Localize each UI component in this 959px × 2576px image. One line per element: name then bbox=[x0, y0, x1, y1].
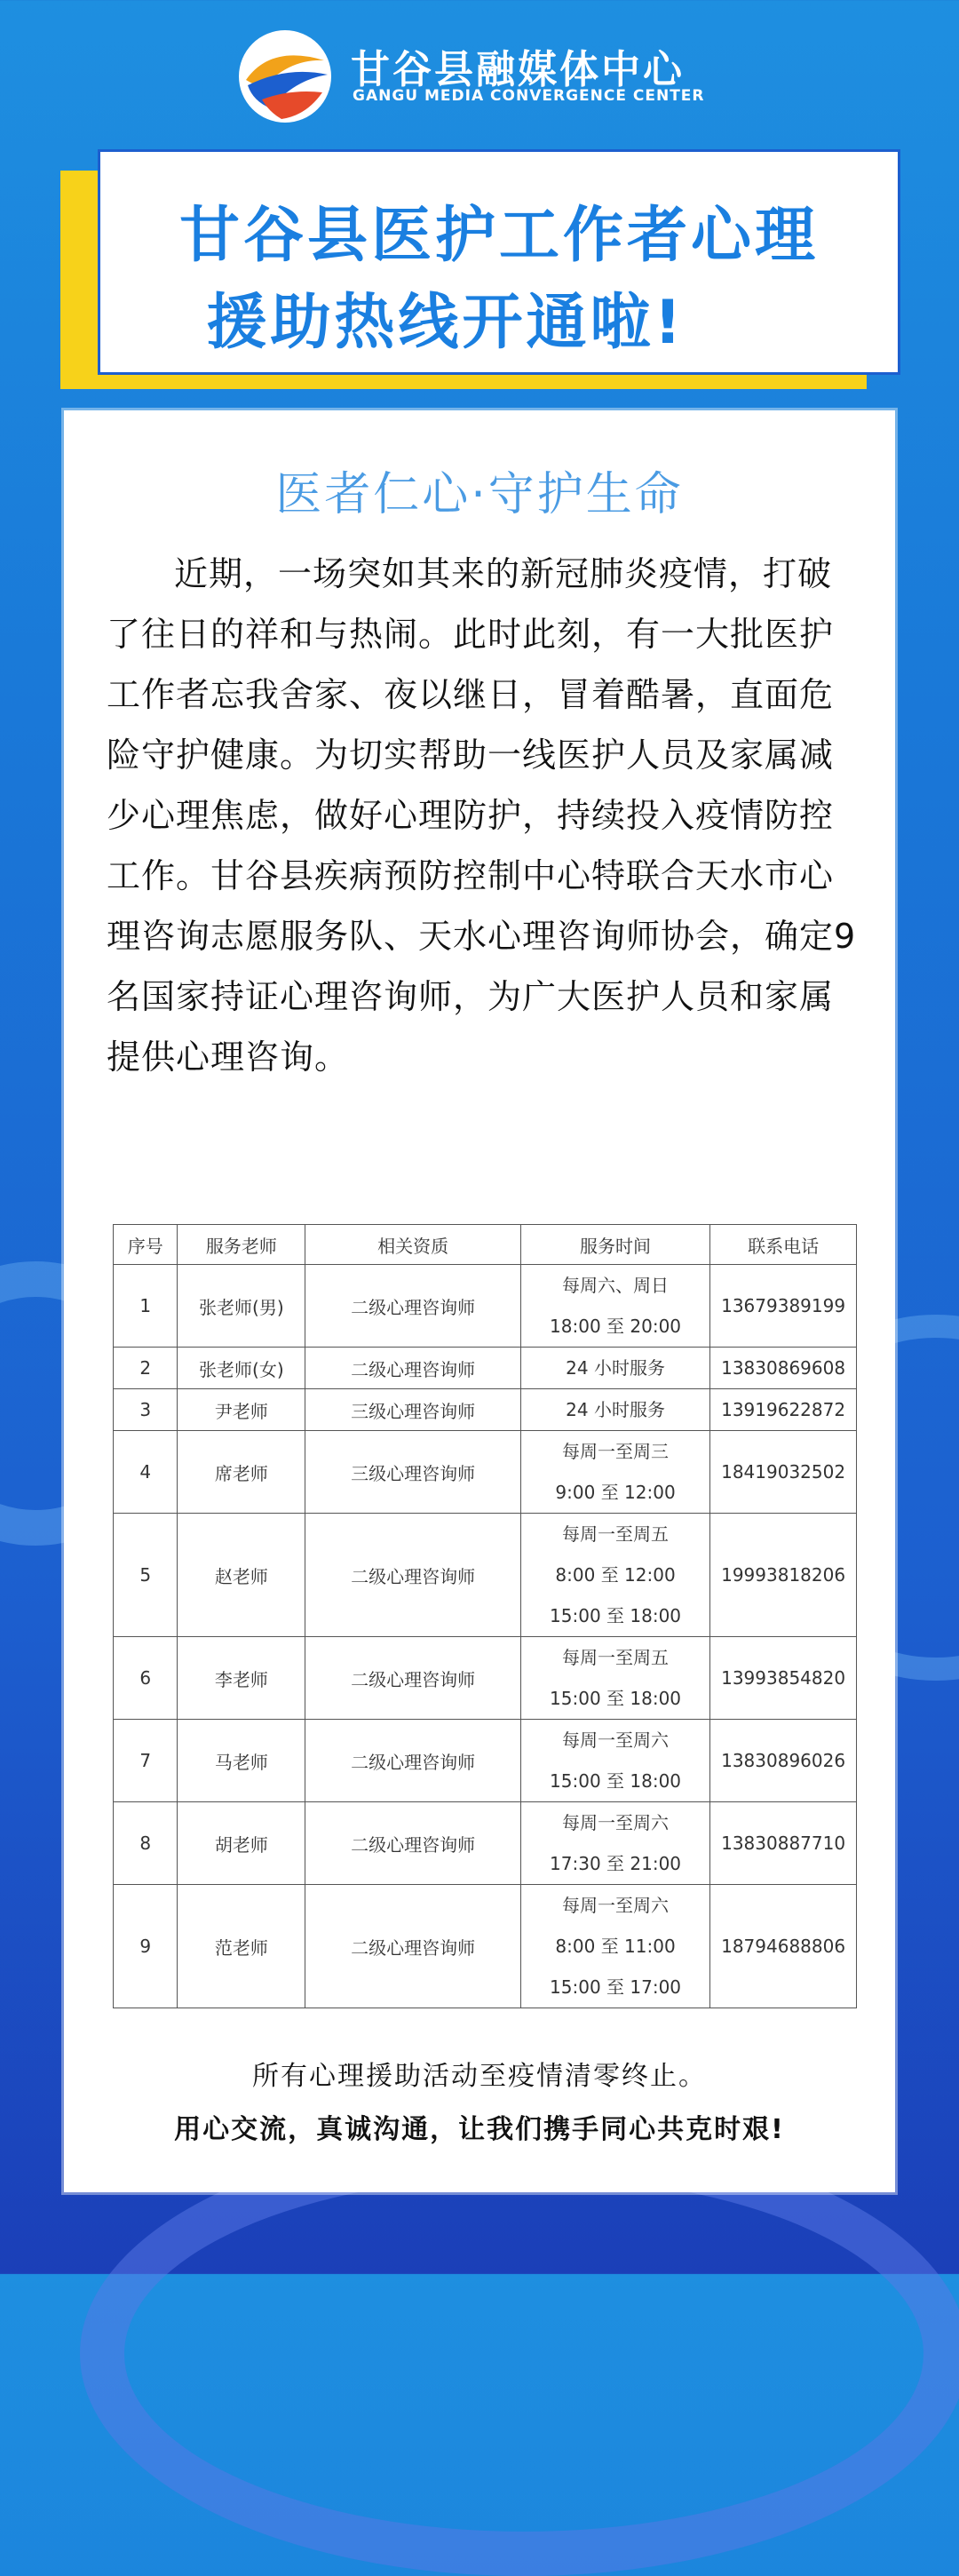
header-no: 序号 bbox=[114, 1225, 178, 1265]
headline-line-2: 援助热线开通啦! bbox=[206, 288, 686, 358]
cell-teacher: 范老师 bbox=[178, 1885, 305, 2008]
cell-no: 9 bbox=[114, 1885, 178, 2008]
cell-teacher: 尹老师 bbox=[178, 1389, 305, 1431]
table-row bbox=[114, 1514, 857, 1637]
cell-phone: 13919622872 bbox=[710, 1389, 857, 1431]
cell-phone: 13993854820 bbox=[710, 1637, 857, 1720]
cell-teacher: 张老师(女) bbox=[178, 1348, 305, 1389]
table-row bbox=[114, 1348, 857, 1389]
cell-teacher: 席老师 bbox=[178, 1431, 305, 1514]
cell-no: 6 bbox=[114, 1637, 178, 1720]
service-time-line: 每周一至周六 bbox=[562, 1812, 670, 1833]
headline-line-1: 甘谷县医护工作者心理 bbox=[178, 201, 819, 271]
service-time-line: 24 小时服务 bbox=[566, 1399, 665, 1420]
service-time-line: 每周一至周六 bbox=[562, 1729, 670, 1751]
service-time-line: 17:30 至 21:00 bbox=[550, 1853, 682, 1874]
cell-service-time bbox=[520, 1389, 709, 1431]
cell-qualification: 二级心理咨询师 bbox=[305, 1348, 521, 1389]
cell-service-time bbox=[520, 1265, 709, 1348]
counselor-table bbox=[113, 1224, 857, 2008]
cell-qualification: 三级心理咨询师 bbox=[305, 1431, 521, 1514]
cell-qualification: 三级心理咨询师 bbox=[305, 1389, 521, 1431]
service-time-line: 每周一至周五 bbox=[562, 1523, 670, 1545]
cell-phone: 13830896026 bbox=[710, 1720, 857, 1802]
service-time-line: 8:00 至 12:00 bbox=[555, 1564, 676, 1586]
cell-phone: 19993818206 bbox=[710, 1514, 857, 1637]
cell-qualification: 二级心理咨询师 bbox=[305, 1265, 521, 1348]
title-box bbox=[98, 149, 900, 375]
intro-paragraph: 近期，一场突如其来的新冠肺炎疫情，打破了往日的祥和与热闹。此时此刻，有一大批医护工作者忘我舍家、夜以继日，冒着酷暑，直面危险守护健康。为切实帮助一线医护人员及家属减少心理焦虑，做好心理防护，持续投入疫情防控工作。甘谷县疾病预防控制中心特联合天水市心理咨询志愿服务队、天水心理咨询师协会，确定9名国家持证心理咨询师，为广大医护人员和家属提供心理咨询。 bbox=[107, 554, 857, 1077]
logo-name-en: GANGU MEDIA CONVERGENCE CENTER bbox=[353, 87, 705, 105]
service-time-line: 18:00 至 20:00 bbox=[550, 1316, 682, 1337]
cell-qualification: 二级心理咨询师 bbox=[305, 1514, 521, 1637]
cell-service-time bbox=[520, 1514, 709, 1637]
service-time-line: 每周六、周日 bbox=[562, 1275, 670, 1296]
cell-phone: 13830869608 bbox=[710, 1348, 857, 1389]
section-subtitle: 医者仁心·守护生命 bbox=[275, 468, 684, 521]
media-center-logo bbox=[235, 27, 733, 124]
cell-service-time bbox=[520, 1431, 709, 1514]
table-body bbox=[114, 1265, 857, 2008]
service-time-line: 每周一至周六 bbox=[562, 1895, 670, 1916]
service-time-line: 15:00 至 18:00 bbox=[550, 1605, 682, 1626]
cell-service-time bbox=[520, 1885, 709, 2008]
table-row bbox=[114, 1265, 857, 1348]
table-row bbox=[114, 1885, 857, 2008]
decor-ring-bottom bbox=[80, 2132, 959, 2576]
service-time-line: 9:00 至 12:00 bbox=[555, 1482, 676, 1503]
cell-phone: 13679389199 bbox=[710, 1265, 857, 1348]
cell-no: 4 bbox=[114, 1431, 178, 1514]
service-time-line: 15:00 至 18:00 bbox=[550, 1688, 682, 1709]
table-row bbox=[114, 1802, 857, 1885]
cell-qualification: 二级心理咨询师 bbox=[305, 1720, 521, 1802]
cell-phone: 13830887710 bbox=[710, 1802, 857, 1885]
service-time-line: 每周一至周三 bbox=[562, 1441, 670, 1462]
content-card bbox=[64, 410, 895, 2192]
cell-no: 5 bbox=[114, 1514, 178, 1637]
footer-slogan: 用心交流，真诚沟通，让我们携手同心共克时艰! bbox=[174, 2114, 785, 2145]
cell-qualification: 二级心理咨询师 bbox=[305, 1802, 521, 1885]
table-header-row bbox=[114, 1225, 857, 1265]
service-time-line: 15:00 至 17:00 bbox=[550, 1976, 682, 1998]
service-time-line: 24 小时服务 bbox=[566, 1357, 665, 1379]
header-phone: 联系电话 bbox=[710, 1225, 857, 1265]
cell-service-time bbox=[520, 1348, 709, 1389]
cell-no: 8 bbox=[114, 1802, 178, 1885]
cell-service-time bbox=[520, 1802, 709, 1885]
table-row bbox=[114, 1389, 857, 1431]
footer-note: 所有心理援助活动至疫情清零终止。 bbox=[252, 2061, 707, 2092]
cell-no: 3 bbox=[114, 1389, 178, 1431]
cell-teacher: 张老师(男) bbox=[178, 1265, 305, 1348]
logo-name-cn: 甘谷县融媒体中心 bbox=[351, 47, 685, 92]
table-row bbox=[114, 1637, 857, 1720]
service-time-line: 每周一至周五 bbox=[562, 1647, 670, 1668]
service-time-line: 8:00 至 11:00 bbox=[555, 1936, 676, 1957]
header-teacher: 服务老师 bbox=[178, 1225, 305, 1265]
cell-teacher: 胡老师 bbox=[178, 1802, 305, 1885]
service-time-line: 15:00 至 18:00 bbox=[550, 1770, 682, 1792]
table-row bbox=[114, 1431, 857, 1514]
cell-teacher: 马老师 bbox=[178, 1720, 305, 1802]
swoosh-logo-icon bbox=[235, 27, 335, 126]
cell-teacher: 赵老师 bbox=[178, 1514, 305, 1637]
cell-service-time bbox=[520, 1720, 709, 1802]
cell-qualification: 二级心理咨询师 bbox=[305, 1637, 521, 1720]
cell-no: 7 bbox=[114, 1720, 178, 1802]
cell-no: 1 bbox=[114, 1265, 178, 1348]
cell-qualification: 二级心理咨询师 bbox=[305, 1885, 521, 2008]
header-qualification: 相关资质 bbox=[305, 1225, 521, 1265]
cell-phone: 18794688806 bbox=[710, 1885, 857, 2008]
header-service-time: 服务时间 bbox=[520, 1225, 709, 1265]
cell-service-time bbox=[520, 1637, 709, 1720]
cell-phone: 18419032502 bbox=[710, 1431, 857, 1514]
cell-no: 2 bbox=[114, 1348, 178, 1389]
table-row bbox=[114, 1720, 857, 1802]
cell-teacher: 李老师 bbox=[178, 1637, 305, 1720]
